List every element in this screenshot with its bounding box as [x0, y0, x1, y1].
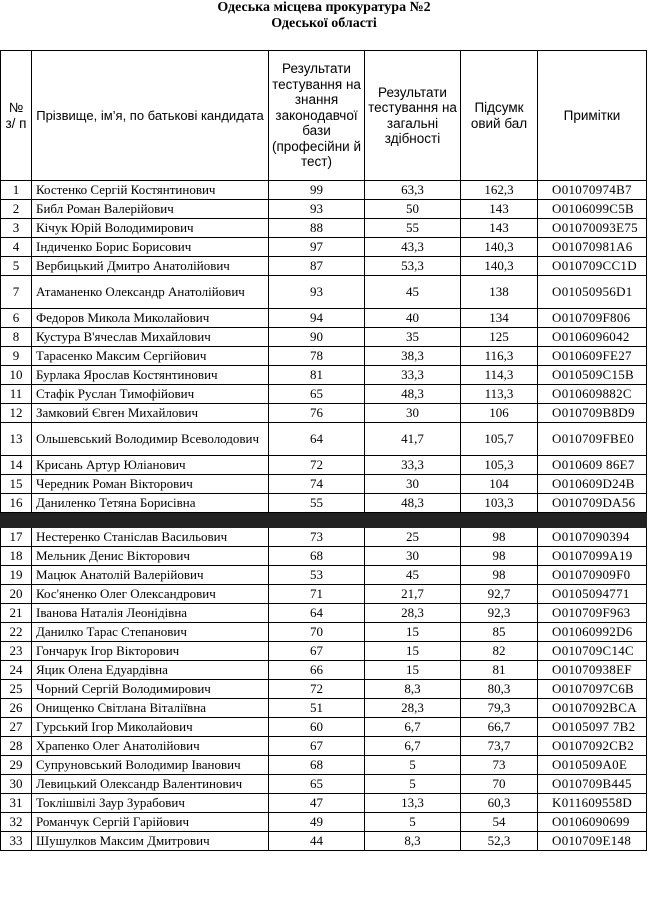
cell-number: 20 — [1, 585, 32, 604]
table-row — [1, 547, 647, 566]
cell-number: 28 — [1, 737, 32, 756]
cell-number: 27 — [1, 718, 32, 737]
cell-law-score: 74 — [269, 475, 365, 494]
cell-total-score: 106 — [461, 404, 538, 423]
cell-name: Супруновський Володимир Іванович — [32, 756, 269, 775]
cell-general-score: 45 — [365, 276, 461, 309]
cell-name: Яцик Олена Едуардівна — [32, 661, 269, 680]
cell-general-score: 48,3 — [365, 494, 461, 513]
cell-total-score: 73,7 — [461, 737, 538, 756]
cell-notes-code: O010609D24B — [538, 475, 647, 494]
cell-number: 24 — [1, 661, 32, 680]
cell-name: Ольшевський Володимир Всеволодович — [32, 423, 269, 456]
cell-total-score: 140,3 — [461, 238, 538, 257]
cell-general-score: 35 — [365, 328, 461, 347]
table-row — [1, 347, 647, 366]
table-header-row — [1, 51, 647, 181]
table-row — [1, 585, 647, 604]
cell-name: Індиченко Борис Борисович — [32, 238, 269, 257]
table-row — [1, 257, 647, 276]
cell-notes-code: O010609FE27 — [538, 347, 647, 366]
cell-general-score: 5 — [365, 756, 461, 775]
cell-total-score: 125 — [461, 328, 538, 347]
cell-notes-code: O010509C15B — [538, 366, 647, 385]
cell-number: 15 — [1, 475, 32, 494]
cell-general-score: 33,3 — [365, 366, 461, 385]
cell-notes-code: O010709F963 — [538, 604, 647, 623]
table-row — [1, 794, 647, 813]
cell-notes-code: O010709B8D9 — [538, 404, 647, 423]
cell-general-score: 15 — [365, 642, 461, 661]
cell-general-score: 30 — [365, 547, 461, 566]
table-body-bottom — [1, 528, 647, 851]
table-row — [1, 642, 647, 661]
table-row — [1, 238, 647, 257]
cell-notes-code: O0107092CB2 — [538, 737, 647, 756]
cell-general-score: 40 — [365, 309, 461, 328]
cell-notes-code: O010709E148 — [538, 832, 647, 851]
table-row — [1, 181, 647, 200]
cell-name: Вербицький Дмитро Анатолійович — [32, 257, 269, 276]
table-row — [1, 200, 647, 219]
cell-total-score: 81 — [461, 661, 538, 680]
cell-total-score: 79,3 — [461, 699, 538, 718]
table-row — [1, 494, 647, 513]
cell-name: Романчук Сергій Гарійович — [32, 813, 269, 832]
cell-law-score: 97 — [269, 238, 365, 257]
cell-total-score: 80,3 — [461, 680, 538, 699]
cell-notes-code: K011609558D — [538, 794, 647, 813]
cell-law-score: 93 — [269, 276, 365, 309]
cell-law-score: 65 — [269, 385, 365, 404]
cell-general-score: 30 — [365, 475, 461, 494]
cell-total-score: 98 — [461, 547, 538, 566]
cell-name: Гончарук Ігор Вікторович — [32, 642, 269, 661]
table-row — [1, 756, 647, 775]
cell-general-score: 28,3 — [365, 604, 461, 623]
cell-notes-code: O01060992D6 — [538, 623, 647, 642]
cell-law-score: 68 — [269, 756, 365, 775]
cell-number: 6 — [1, 309, 32, 328]
table-row — [1, 219, 647, 238]
cell-name: Іванова Наталія Леонідівна — [32, 604, 269, 623]
cell-name: Федоров Микола Миколайович — [32, 309, 269, 328]
table-row — [1, 623, 647, 642]
table-row — [1, 309, 647, 328]
cell-number: 22 — [1, 623, 32, 642]
cell-notes-code: O01070938EF — [538, 661, 647, 680]
cell-notes-code: O010509A0E — [538, 756, 647, 775]
table-body-top — [1, 181, 647, 513]
cell-law-score: 72 — [269, 680, 365, 699]
cell-total-score: 103,3 — [461, 494, 538, 513]
cell-general-score: 30 — [365, 404, 461, 423]
cell-law-score: 60 — [269, 718, 365, 737]
cell-name: Левицький Олександр Валентинович — [32, 775, 269, 794]
cell-law-score: 67 — [269, 642, 365, 661]
cell-law-score: 72 — [269, 456, 365, 475]
cell-general-score: 28,3 — [365, 699, 461, 718]
table-row — [1, 699, 647, 718]
cell-notes-code: O0106090699 — [538, 813, 647, 832]
cell-law-score: 99 — [269, 181, 365, 200]
table-row — [1, 423, 647, 456]
cell-law-score: 49 — [269, 813, 365, 832]
cell-general-score: 41,7 — [365, 423, 461, 456]
table-separator — [1, 513, 647, 528]
cell-notes-code: O01070974B7 — [538, 181, 647, 200]
cell-name: Шушулков Максим Дмитрович — [32, 832, 269, 851]
cell-total-score: 60,3 — [461, 794, 538, 813]
cell-general-score: 33,3 — [365, 456, 461, 475]
cell-number: 5 — [1, 257, 32, 276]
table-row — [1, 456, 647, 475]
cell-notes-code: O010709C14C — [538, 642, 647, 661]
cell-name: Данилко Тарас Степанович — [32, 623, 269, 642]
cell-law-score: 93 — [269, 200, 365, 219]
cell-law-score: 44 — [269, 832, 365, 851]
cell-name: Чередник Роман Вікторович — [32, 475, 269, 494]
table-row — [1, 276, 647, 309]
cell-name: Кічук Юрій Володимирович — [32, 219, 269, 238]
cell-number: 32 — [1, 813, 32, 832]
cell-general-score: 45 — [365, 566, 461, 585]
cell-name: Мельник Денис Вікторович — [32, 547, 269, 566]
cell-notes-code: O010709CC1D — [538, 257, 647, 276]
cell-number: 7 — [1, 276, 32, 309]
cell-number: 13 — [1, 423, 32, 456]
cell-law-score: 73 — [269, 528, 365, 547]
table-row — [1, 604, 647, 623]
cell-total-score: 113,3 — [461, 385, 538, 404]
cell-total-score: 70 — [461, 775, 538, 794]
cell-number: 9 — [1, 347, 32, 366]
cell-general-score: 8,3 — [365, 832, 461, 851]
cell-number: 10 — [1, 366, 32, 385]
table-row — [1, 737, 647, 756]
cell-notes-code: O0107097C6B — [538, 680, 647, 699]
cell-name: Атаманенко Олександр Анатолійович — [32, 276, 269, 309]
cell-total-score: 162,3 — [461, 181, 538, 200]
cell-name: Бурлака Ярослав Костянтинович — [32, 366, 269, 385]
cell-law-score: 87 — [269, 257, 365, 276]
cell-number: 4 — [1, 238, 32, 257]
cell-number: 19 — [1, 566, 32, 585]
cell-notes-code: O0105097 7B2 — [538, 718, 647, 737]
cell-law-score: 67 — [269, 737, 365, 756]
cell-total-score: 52,3 — [461, 832, 538, 851]
cell-total-score: 143 — [461, 200, 538, 219]
cell-total-score: 116,3 — [461, 347, 538, 366]
cell-number: 25 — [1, 680, 32, 699]
cell-name: Стафік Руслан Тимофійович — [32, 385, 269, 404]
col-header-num: № з/ п — [1, 51, 32, 181]
cell-number: 33 — [1, 832, 32, 851]
cell-total-score: 85 — [461, 623, 538, 642]
cell-name: Тарасенко Максим Сергійович — [32, 347, 269, 366]
cell-total-score: 54 — [461, 813, 538, 832]
cell-law-score: 53 — [269, 566, 365, 585]
cell-name: Кос'яненко Олег Олександрович — [32, 585, 269, 604]
cell-name: Крисань Артур Юліанович — [32, 456, 269, 475]
cell-general-score: 13,3 — [365, 794, 461, 813]
cell-total-score: 66,7 — [461, 718, 538, 737]
cell-notes-code: O010709B445 — [538, 775, 647, 794]
cell-total-score: 143 — [461, 219, 538, 238]
cell-number: 26 — [1, 699, 32, 718]
cell-general-score: 43,3 — [365, 238, 461, 257]
cell-name: Гурський Ігор Миколайович — [32, 718, 269, 737]
cell-name: Храпенко Олег Анатолійович — [32, 737, 269, 756]
cell-notes-code: O0106096042 — [538, 328, 647, 347]
cell-law-score: 70 — [269, 623, 365, 642]
cell-notes-code: O01070909F0 — [538, 566, 647, 585]
cell-notes-code: O0107099A19 — [538, 547, 647, 566]
cell-number: 30 — [1, 775, 32, 794]
cell-notes-code: O010709DA56 — [538, 494, 647, 513]
cell-general-score: 5 — [365, 813, 461, 832]
cell-number: 2 — [1, 200, 32, 219]
cell-total-score: 92,3 — [461, 604, 538, 623]
separator-row — [1, 513, 647, 528]
cell-total-score: 104 — [461, 475, 538, 494]
cell-law-score: 64 — [269, 423, 365, 456]
cell-law-score: 90 — [269, 328, 365, 347]
table-row — [1, 680, 647, 699]
cell-notes-code: O010709FBE0 — [538, 423, 647, 456]
cell-number: 29 — [1, 756, 32, 775]
cell-total-score: 134 — [461, 309, 538, 328]
cell-notes-code: O010609 86E7 — [538, 456, 647, 475]
cell-number: 31 — [1, 794, 32, 813]
cell-notes-code: O0105094771 — [538, 585, 647, 604]
cell-general-score: 21,7 — [365, 585, 461, 604]
cell-total-score: 114,3 — [461, 366, 538, 385]
cell-number: 1 — [1, 181, 32, 200]
table-row — [1, 775, 647, 794]
cell-notes-code: O010709F806 — [538, 309, 647, 328]
cell-number: 14 — [1, 456, 32, 475]
col-header-law-test: Результати тестування на знання законодавчої бази (професійни й тест) — [269, 51, 365, 181]
table-row — [1, 404, 647, 423]
cell-notes-code: O01070093E75 — [538, 219, 647, 238]
cell-total-score: 98 — [461, 528, 538, 547]
results-table — [0, 50, 647, 851]
cell-name: Чорний Сергій Володимирович — [32, 680, 269, 699]
cell-law-score: 81 — [269, 366, 365, 385]
cell-number: 12 — [1, 404, 32, 423]
table-row — [1, 366, 647, 385]
cell-total-score: 138 — [461, 276, 538, 309]
cell-name: Онищенко Світлана Віталіївна — [32, 699, 269, 718]
cell-name: Токлішвілі Заур Зурабович — [32, 794, 269, 813]
col-header-general-test: Результати тестування на загальні здібності — [365, 51, 461, 181]
table-row — [1, 832, 647, 851]
cell-number: 16 — [1, 494, 32, 513]
cell-number: 18 — [1, 547, 32, 566]
cell-notes-code: O0107092BCA — [538, 699, 647, 718]
cell-total-score: 98 — [461, 566, 538, 585]
page-title: Одеська місцева прокуратура №2 — [217, 0, 431, 15]
cell-number: 8 — [1, 328, 32, 347]
cell-law-score: 71 — [269, 585, 365, 604]
col-header-notes: Примітки — [538, 51, 647, 181]
cell-number: 17 — [1, 528, 32, 547]
table-row — [1, 328, 647, 347]
cell-general-score: 63,3 — [365, 181, 461, 200]
cell-total-score: 140,3 — [461, 257, 538, 276]
cell-law-score: 88 — [269, 219, 365, 238]
cell-general-score: 53,3 — [365, 257, 461, 276]
cell-notes-code: O0107090394 — [538, 528, 647, 547]
cell-total-score: 73 — [461, 756, 538, 775]
cell-general-score: 48,3 — [365, 385, 461, 404]
cell-number: 3 — [1, 219, 32, 238]
cell-number: 11 — [1, 385, 32, 404]
cell-notes-code: O0106099C5B — [538, 200, 647, 219]
cell-general-score: 5 — [365, 775, 461, 794]
cell-name: Замковий Євген Михайлович — [32, 404, 269, 423]
col-header-total: Підсумк овий бал — [461, 51, 538, 181]
cell-total-score: 105,3 — [461, 456, 538, 475]
cell-name: Кустура В'ячеслав Михайлович — [32, 328, 269, 347]
cell-notes-code: O010609882C — [538, 385, 647, 404]
cell-law-score: 66 — [269, 661, 365, 680]
cell-general-score: 25 — [365, 528, 461, 547]
col-header-name: Прізвище, ім’я, по батькові кандидата — [32, 51, 269, 181]
cell-number: 23 — [1, 642, 32, 661]
cell-general-score: 15 — [365, 623, 461, 642]
cell-law-score: 47 — [269, 794, 365, 813]
table-row — [1, 661, 647, 680]
cell-general-score: 8,3 — [365, 680, 461, 699]
cell-general-score: 38,3 — [365, 347, 461, 366]
cell-law-score: 64 — [269, 604, 365, 623]
table-row — [1, 475, 647, 494]
cell-total-score: 92,7 — [461, 585, 538, 604]
cell-general-score: 6,7 — [365, 737, 461, 756]
cell-law-score: 68 — [269, 547, 365, 566]
cell-name: Костенко Сергій Костянтинович — [32, 181, 269, 200]
cell-law-score: 65 — [269, 775, 365, 794]
cell-name: Мацюк Анатолій Валерійович — [32, 566, 269, 585]
cell-name: Нестеренко Станіслав Васильович — [32, 528, 269, 547]
cell-number: 21 — [1, 604, 32, 623]
cell-general-score: 55 — [365, 219, 461, 238]
cell-general-score: 15 — [365, 661, 461, 680]
cell-notes-code: O01050956D1 — [538, 276, 647, 309]
cell-name: Библ Роман Валерійович — [32, 200, 269, 219]
cell-general-score: 50 — [365, 200, 461, 219]
table-row — [1, 385, 647, 404]
cell-law-score: 76 — [269, 404, 365, 423]
cell-law-score: 51 — [269, 699, 365, 718]
cell-law-score: 78 — [269, 347, 365, 366]
cell-law-score: 55 — [269, 494, 365, 513]
cell-name: Даниленко Тетяна Борисівна — [32, 494, 269, 513]
cell-total-score: 105,7 — [461, 423, 538, 456]
cell-general-score: 6,7 — [365, 718, 461, 737]
table-row — [1, 528, 647, 547]
cell-law-score: 94 — [269, 309, 365, 328]
table-row — [1, 813, 647, 832]
cell-notes-code: O01070981A6 — [538, 238, 647, 257]
table-row — [1, 566, 647, 585]
table-row — [1, 718, 647, 737]
cell-total-score: 82 — [461, 642, 538, 661]
page-subtitle: Одеської області — [271, 16, 377, 31]
